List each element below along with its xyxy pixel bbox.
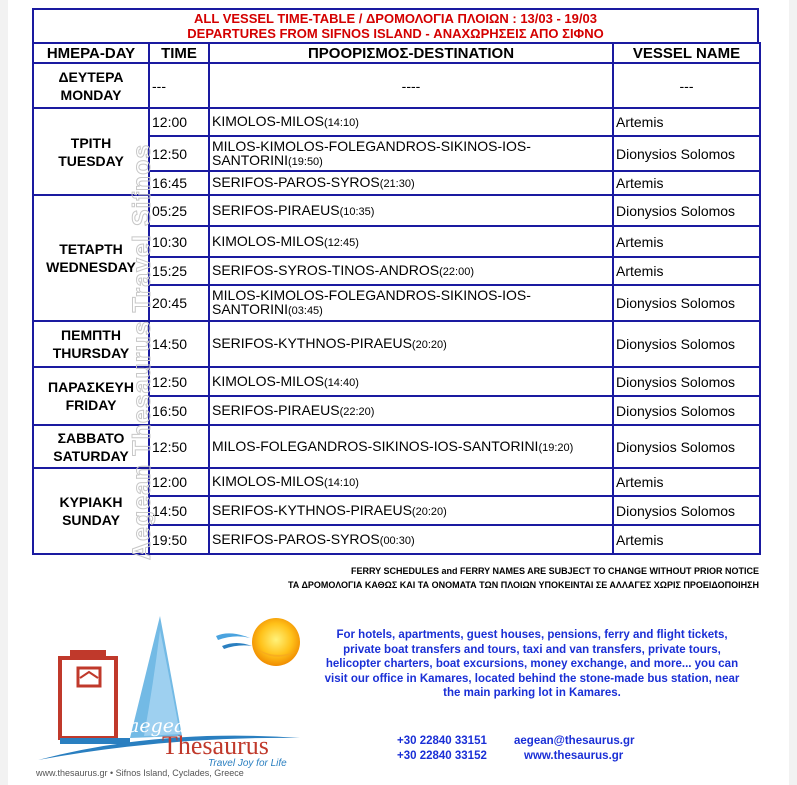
destination-route: SERIFOS-KYTHNOS-PIRAEUS (212, 501, 412, 518)
logo-aegean-text: aegean (128, 715, 198, 737)
time-cell: 16:45 (149, 171, 209, 195)
vessel-cell: Dionysios Solomos (613, 425, 760, 468)
timetable-subtitle: DEPARTURES FROM SIFNOS ISLAND - ΑΝΑΧΩΡΗΣΕΙΣ ΑΠΟ ΣΙΦΝΟ (187, 26, 604, 41)
day-greek: ΔΕΥΤΕΡΑ (58, 68, 124, 85)
table-row (33, 367, 760, 396)
day-english: SUNDAY (62, 512, 120, 528)
day-cell-monday (33, 63, 149, 108)
destination-route: MILOS-KIMOLOS-FOLEGANDROS-SIKINOS-IOS-SANTORINI (212, 137, 531, 168)
time-cell: 14:50 (149, 496, 209, 525)
time-cell: 15:25 (149, 257, 209, 285)
day-cell-thursday (33, 321, 149, 367)
destination-cell (209, 257, 613, 285)
vessel-cell: Artemis (613, 257, 760, 285)
destination-cell (209, 321, 613, 367)
day-greek: ΠΑΡΑΣΚΕΥΗ (48, 379, 134, 395)
page-right-edge (789, 0, 797, 785)
table-row (33, 468, 760, 496)
vessel-cell: Artemis (613, 468, 760, 496)
arrival-time: (19:50) (287, 155, 323, 168)
time-cell: --- (149, 63, 209, 108)
destination-route: KIMOLOS-MILOS (212, 232, 325, 249)
vessel-cell: Dionysios Solomos (613, 136, 760, 171)
time-cell: 20:45 (149, 285, 209, 321)
destination-cell (209, 525, 613, 554)
destination-route: SERIFOS-PIRAEUS (212, 201, 340, 218)
logo-tagline-text: Travel Joy for Life (208, 758, 287, 769)
destination-cell (209, 108, 613, 136)
destination-route: KIMOLOS-MILOS (212, 113, 325, 129)
arrival-time: (19:20) (538, 441, 574, 454)
day-cell-wednesday (33, 195, 149, 321)
day-cell-tuesday (33, 108, 149, 195)
aegean-thesaurus-logo (30, 610, 305, 780)
table-header-row (33, 43, 760, 63)
destination-cell (209, 496, 613, 525)
arrival-time: (03:45) (287, 305, 323, 317)
arrival-time: (21:30) (379, 178, 415, 190)
phone-1: +30 22840 33151 (397, 735, 487, 747)
arrival-time: (20:20) (411, 505, 447, 518)
day-english: WEDNESDAY (46, 259, 136, 275)
destination-cell (209, 226, 613, 257)
day-cell-sunday (33, 468, 149, 554)
time-cell: 10:30 (149, 226, 209, 257)
column-header-day: ΗΜΕΡΑ-DAY (33, 43, 149, 63)
time-cell: 12:00 (149, 108, 209, 136)
time-cell: 12:50 (149, 367, 209, 396)
destination-cell (209, 468, 613, 496)
notice-english: FERRY SCHEDULES and FERRY NAMES ARE SUBJECT TO CHANGE WITHOUT PRIOR NOTICE (350, 566, 759, 576)
time-cell: 14:50 (149, 321, 209, 367)
column-header-vessel: VESSEL NAME (613, 43, 760, 63)
destination-route: MILOS-FOLEGANDROS-SIKINOS-IOS-SANTORINI (212, 437, 539, 454)
day-greek: ΤΕΤΑΡΤΗ (59, 241, 123, 257)
table-row (33, 108, 760, 136)
destination-route: SERIFOS-KYTHNOS-PIRAEUS (212, 335, 412, 351)
contact-phones (397, 734, 487, 764)
vessel-cell: Dionysios Solomos (613, 321, 760, 367)
time-cell: 19:50 (149, 525, 209, 554)
arrival-time: (14:40) (324, 376, 359, 389)
arrival-time: (14:10) (324, 477, 359, 489)
destination-route: KIMOLOS-MILOS (212, 372, 325, 389)
timetable (32, 42, 761, 555)
timetable-title: ALL VESSEL TIME-TABLE / ΔΡΟΜΟΛΟΓΙΑ ΠΛΟΙΩΝ : 13/03 - 19/03 (194, 11, 597, 26)
time-cell: 16:50 (149, 396, 209, 425)
destination-route: SERIFOS-SYROS-TINOS-ANDROS (212, 262, 440, 278)
arrival-time: (14:10) (324, 117, 359, 129)
day-greek: ΣΑΒΒΑΤΟ (57, 429, 125, 446)
logo-thesaurus-text: Thesaurus (162, 731, 269, 760)
destination-route: SERIFOS-PAROS-SYROS (212, 530, 380, 547)
email-link[interactable]: aegean@thesaurus.gr (514, 735, 635, 747)
page-left-edge (0, 0, 8, 785)
destination-route: SERIFOS-PIRAEUS (212, 401, 340, 418)
destination-route: ---- (401, 77, 421, 94)
contact-web (514, 734, 635, 764)
website-link[interactable]: www.thesaurus.gr (524, 750, 624, 762)
time-cell: 12:50 (149, 425, 209, 468)
day-greek: ΠΕΜΠΤΗ (61, 327, 121, 343)
destination-cell (209, 136, 613, 171)
arrival-time: (00:30) (379, 534, 415, 547)
vessel-cell: Artemis (613, 171, 760, 195)
office-info-text: For hotels, apartments, guest houses, pensions, ferry and flight tickets, private boat transfers and tours, taxi and van transfers, private tours, helicopter charters, boat excursions, money exchange, and more... you can visit our office in Kamares, located behind the stone-made bus station, near the main parking lot in Kamares. (324, 629, 740, 699)
column-header-destination: ΠΡΟΟΡΙΣΜΟΣ-DESTINATION (209, 43, 613, 63)
vessel-cell: --- (613, 63, 760, 108)
arrival-time: (12:45) (324, 236, 359, 249)
arrival-time: (22:20) (339, 405, 375, 418)
vessel-cell: Dionysios Solomos (613, 367, 760, 396)
arrival-time: (10:35) (339, 205, 375, 218)
phone-2: +30 22840 33152 (397, 750, 487, 762)
vessel-cell: Artemis (613, 108, 760, 136)
table-row (33, 425, 760, 468)
time-cell: 05:25 (149, 195, 209, 226)
time-cell: 12:00 (149, 468, 209, 496)
vessel-cell: Artemis (613, 525, 760, 554)
day-cell-friday (33, 367, 149, 425)
vessel-cell: Dionysios Solomos (613, 496, 760, 525)
day-english: FRIDAY (65, 397, 117, 413)
watermark-text: Aegean Thesaurus Travel Sifnos (128, 143, 156, 560)
destination-cell (209, 396, 613, 425)
logo-footer-text: www.thesaurus.gr • Sifnos Island, Cyclades, Greece (36, 768, 244, 778)
destination-route: MILOS-KIMOLOS-FOLEGANDROS-SIKINOS-IOS-SANTORINI (212, 287, 531, 317)
destination-cell (209, 367, 613, 396)
day-cell-saturday (33, 425, 149, 468)
destination-cell (209, 63, 613, 108)
notice-greek: ΤΑ ΔΡΟΜΟΛΟΓΙΑ ΚΑΘΩΣ ΚΑΙ ΤΑ ΟΝΟΜΑΤΑ ΤΩΝ ΠΛΟΙΩΝ ΥΠΟΚΕΙΝΤΑΙ ΣΕ ΑΛΛΑΓΕΣ ΧΩΡΙΣ ΠΡΟΕΙΔΟΠΟΙΗΣΗ (287, 580, 759, 590)
vessel-cell: Dionysios Solomos (613, 396, 760, 425)
day-greek: ΤΡΙΤΗ (70, 134, 112, 151)
table-row (33, 195, 760, 226)
column-header-time: TIME (149, 43, 209, 63)
vessel-cell: Dionysios Solomos (613, 285, 760, 321)
vessel-cell: Artemis (613, 226, 760, 257)
destination-route: KIMOLOS-MILOS (212, 473, 325, 489)
arrival-time: (22:00) (439, 266, 474, 278)
time-cell: 12:50 (149, 136, 209, 171)
day-english: MONDAY (60, 86, 122, 103)
day-english: THURSDAY (52, 345, 130, 361)
timetable-header (32, 8, 759, 42)
destination-cell (209, 285, 613, 321)
arrival-time: (20:20) (411, 339, 447, 351)
day-english: TUESDAY (58, 152, 124, 169)
day-english: SATURDAY (53, 447, 129, 464)
table-row (33, 321, 760, 367)
destination-cell (209, 195, 613, 226)
destination-route: SERIFOS-PAROS-SYROS (212, 174, 380, 190)
vessel-cell: Dionysios Solomos (613, 195, 760, 226)
destination-cell (209, 171, 613, 195)
table-row (33, 63, 760, 108)
day-greek: ΚΥΡΙΑΚΗ (59, 494, 123, 510)
destination-cell (209, 425, 613, 468)
